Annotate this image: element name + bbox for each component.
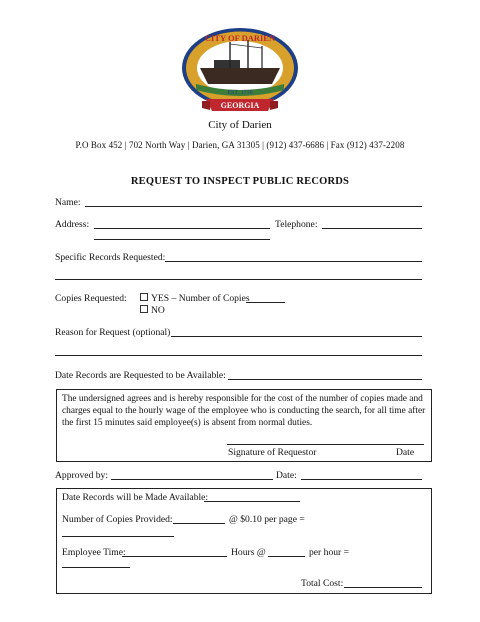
copies-yes-option[interactable] <box>140 293 250 304</box>
date-made-available-field[interactable] <box>204 501 300 502</box>
address-label: Address: <box>55 219 90 230</box>
city-name: City of Darien <box>208 119 272 131</box>
specific-records-label: Specific Records Requested: <box>55 252 166 263</box>
address-field-line2[interactable] <box>94 239 270 240</box>
form-title: REQUEST TO INSPECT PUBLIC RECORDS <box>130 176 350 187</box>
date-requested-field[interactable] <box>228 379 422 380</box>
logo-top-text: CITY OF DARIEN <box>204 33 276 43</box>
employee-time-label: Employee Time: <box>62 547 126 558</box>
reason-label: Reason for Request (optional) <box>55 327 171 338</box>
per-hour-text: per hour = <box>309 547 350 558</box>
copies-no-option[interactable] <box>140 305 165 316</box>
copies-requested-label: Copies Requested: <box>55 293 127 304</box>
employee-cost-field[interactable] <box>62 567 130 568</box>
employee-time-field[interactable] <box>122 556 227 557</box>
copies-provided-field[interactable] <box>173 523 225 524</box>
reason-field-line2[interactable] <box>55 355 422 356</box>
telephone-label: Telephone: <box>275 219 318 230</box>
telephone-field[interactable] <box>322 228 422 229</box>
signature-label: Signature of Requestor <box>228 447 317 458</box>
total-cost-label: Total Cost: <box>301 578 344 589</box>
name-field[interactable] <box>85 206 422 207</box>
reason-field[interactable] <box>171 336 422 337</box>
specific-records-field-line2[interactable] <box>55 279 422 280</box>
approved-date-field[interactable] <box>301 479 422 480</box>
logo-banner-text: GEORGIA <box>220 101 260 110</box>
hours-text: Hours @ <box>231 547 266 558</box>
agreement-text: The undersigned agrees and is hereby responsible for the cost of the number of copies made and charges equal to the hourly wage of the employee who is conducting the search, for all time after the first 15 minutes said employee(s) is absent from normal duties. <box>62 394 426 428</box>
no-checkbox[interactable] <box>140 305 148 313</box>
approved-date-label: Date: <box>276 470 297 481</box>
city-seal-logo <box>170 22 310 120</box>
rate-text: @ $0.10 per page = <box>229 514 305 525</box>
logo-est-text: EST. 1736 <box>227 90 253 96</box>
approved-by-field[interactable] <box>111 479 273 480</box>
date-requested-label: Date Records are Requested to be Available: <box>55 370 226 381</box>
signature-date-label: Date <box>396 447 415 458</box>
copies-no-label: NO <box>151 305 165 316</box>
total-cost-field[interactable] <box>344 587 422 588</box>
date-made-available-label: Date Records will be Made Available: <box>62 492 209 503</box>
yes-checkbox[interactable] <box>140 293 148 301</box>
specific-records-field[interactable] <box>165 261 422 262</box>
copies-provided-label: Number of Copies Provided: <box>62 514 173 525</box>
approved-by-label: Approved by: <box>55 470 109 481</box>
copies-total-field[interactable] <box>62 536 174 537</box>
office-use-box <box>56 488 432 594</box>
name-label: Name: <box>55 197 81 208</box>
copies-yes-label: YES – Number of Copies <box>151 293 250 304</box>
number-of-copies-field[interactable] <box>246 302 285 303</box>
hourly-rate-field[interactable] <box>268 556 305 557</box>
contact-line: P.O Box 452 | 702 North Way | Darien, GA 31305 | (912) 437-6686 | Fax (912) 437-2208 <box>75 140 405 150</box>
signature-field[interactable] <box>227 444 424 445</box>
address-field[interactable] <box>94 228 270 229</box>
